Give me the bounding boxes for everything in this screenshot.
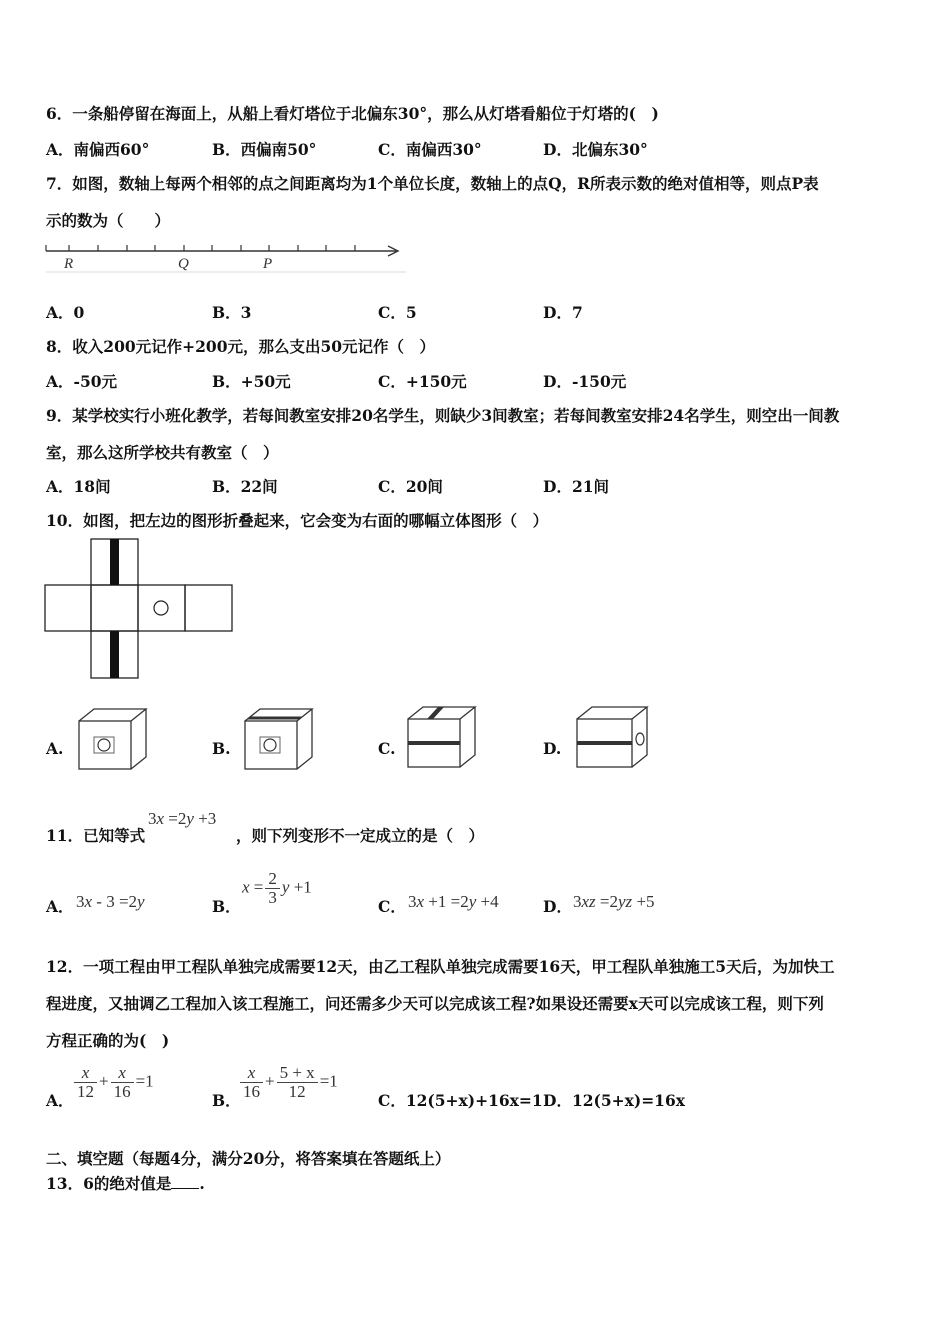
net-right-square — [185, 585, 232, 631]
cube-d-circle-icon — [636, 733, 644, 745]
point-r-label: R — [64, 256, 74, 272]
q12-option-c: C．12(5+x)+16x=1 — [378, 1091, 543, 1110]
q7-option-c: C．5 — [378, 303, 417, 322]
number-line-ticks — [46, 245, 355, 251]
q9-option-c: C．20间 — [378, 477, 443, 496]
q12-option-d: D．12(5+x)=16x — [543, 1091, 685, 1110]
q11-option-b-letter: B． — [212, 897, 241, 916]
q6-option-c: C．南偏西30° — [378, 140, 482, 159]
cube-option-b — [242, 706, 318, 772]
cube-net-figure — [44, 538, 236, 680]
q8-option-a: A．-50元 — [46, 372, 118, 391]
q11-option-d-letter: D． — [543, 897, 572, 916]
q6-option-d: D．北偏东30° — [543, 140, 648, 159]
q13-stem-after: . — [199, 1174, 205, 1193]
q12-stem-line2: 程进度，又抽调乙工程加入该工程施工，问还需多少天可以完成该工程?如果设还需要x天可以完成该工程，则下列 — [46, 994, 824, 1013]
q11-option-b-equation: x = $\frac{2}{3}$ y +1 — [242, 869, 312, 907]
q12-option-a-letter: A． — [46, 1091, 74, 1110]
q8-stem: 8．收入200元记作+200元，那么支出50元记作（ ） — [46, 337, 436, 356]
point-q-label: Q — [178, 256, 189, 272]
q12-stem-line1: 12．一项工程由甲工程队单独完成需要12天，由乙工程队单独完成需要16天，甲工程队单独施工5天后，为加快工 — [46, 957, 835, 976]
q10-stem: 10．如图，把左边的图形折叠起来，它会变为右面的哪幅立体图形（ ） — [46, 511, 549, 530]
q10-option-c: C. — [378, 739, 396, 758]
net-circle-icon — [154, 601, 168, 615]
q12-stem-line3: 方程正确的为( ) — [46, 1031, 170, 1050]
q7-stem-line1: 7．如图，数轴上每两个相邻的点之间距离均为1个单位长度，数轴上的点Q，R所表示数的绝对值相等，则点P表 — [46, 174, 819, 193]
q7-option-b: B．3 — [212, 303, 252, 322]
q8-option-c: C．+150元 — [378, 372, 467, 391]
net-left-square — [45, 585, 91, 631]
section-2-heading: 二、填空题（每题4分，满分20分，将答案填在答题纸上） — [46, 1149, 451, 1168]
q12-option-b-letter: B． — [212, 1091, 241, 1110]
q13-stem — [46, 1172, 205, 1194]
q11-stem-before: 11．已知等式 — [46, 826, 146, 845]
cube-option-a — [76, 706, 152, 772]
q11-option-a-equation: 3x - 3 =2y — [76, 892, 145, 911]
net-top-stripe — [110, 539, 119, 585]
q9-option-b: B．22间 — [212, 477, 278, 496]
cube-option-c — [405, 704, 481, 770]
q9-stem-line1: 9．某学校实行小班化教学，若每间教室安排20名学生，则缺少3间教室；若每间教室安排24名学生，则空出一间教 — [46, 406, 840, 425]
q6-option-a: A．南偏西60° — [46, 140, 150, 159]
cube-c-top-stripe — [427, 707, 444, 719]
q11-stem-after: ，则下列变形不一定成立的是（ ） — [236, 826, 485, 845]
cube-a-circle-icon — [98, 739, 110, 751]
q11-option-a-letter: A． — [46, 897, 74, 916]
cube-b-circle-icon — [264, 739, 276, 751]
q11-option-c-equation: 3x +1 =2y +4 — [408, 892, 499, 911]
net-bottom-stripe — [110, 631, 119, 678]
q11-option-d-equation: 3xz =2yz +5 — [573, 892, 655, 911]
cube-b-top-stripe — [247, 717, 303, 720]
q6-stem: 6．一条船停留在海面上，从船上看灯塔位于北偏东30°，那么从灯塔看船位于灯塔的( ) — [46, 104, 659, 123]
q12-option-b-equation: $\frac{x}{16}$ + $\frac{5 + x}{12}$ =1 — [238, 1064, 338, 1101]
q7-stem-line2: 示的数为（ ） — [46, 211, 171, 230]
q8-option-b: B．+50元 — [212, 372, 291, 391]
q12-option-a-equation: $\frac{x}{12}$ + $\frac{x}{16}$ =1 — [72, 1064, 154, 1101]
q8-option-d: D．-150元 — [543, 372, 627, 391]
q10-option-a: A. — [46, 739, 64, 758]
q10-option-d: D. — [543, 739, 562, 758]
q9-option-a: A．18间 — [46, 477, 111, 496]
q13-stem-before: 13．6的绝对值是 — [46, 1174, 172, 1193]
q11-option-c-letter: C． — [378, 897, 406, 916]
q6-option-b: B．西偏南50° — [212, 140, 317, 159]
q11-given-equation: 3x =2y +3 — [148, 809, 217, 828]
cube-d-front-stripe — [577, 741, 632, 745]
q10-option-b: B. — [212, 739, 231, 758]
cube-c-front-stripe — [408, 741, 460, 745]
number-line-figure — [44, 238, 409, 278]
point-p-label: P — [263, 256, 273, 272]
q9-option-d: D．21间 — [543, 477, 610, 496]
cube-option-d — [574, 704, 654, 770]
q13-answer-blank[interactable] — [171, 1174, 199, 1189]
net-circle-square — [138, 585, 185, 631]
q7-option-a: A．0 — [46, 303, 85, 322]
q9-stem-line2: 室，那么这所学校共有教室（ ） — [46, 443, 279, 462]
q7-option-d: D．7 — [543, 303, 583, 322]
net-center-square — [91, 585, 138, 631]
